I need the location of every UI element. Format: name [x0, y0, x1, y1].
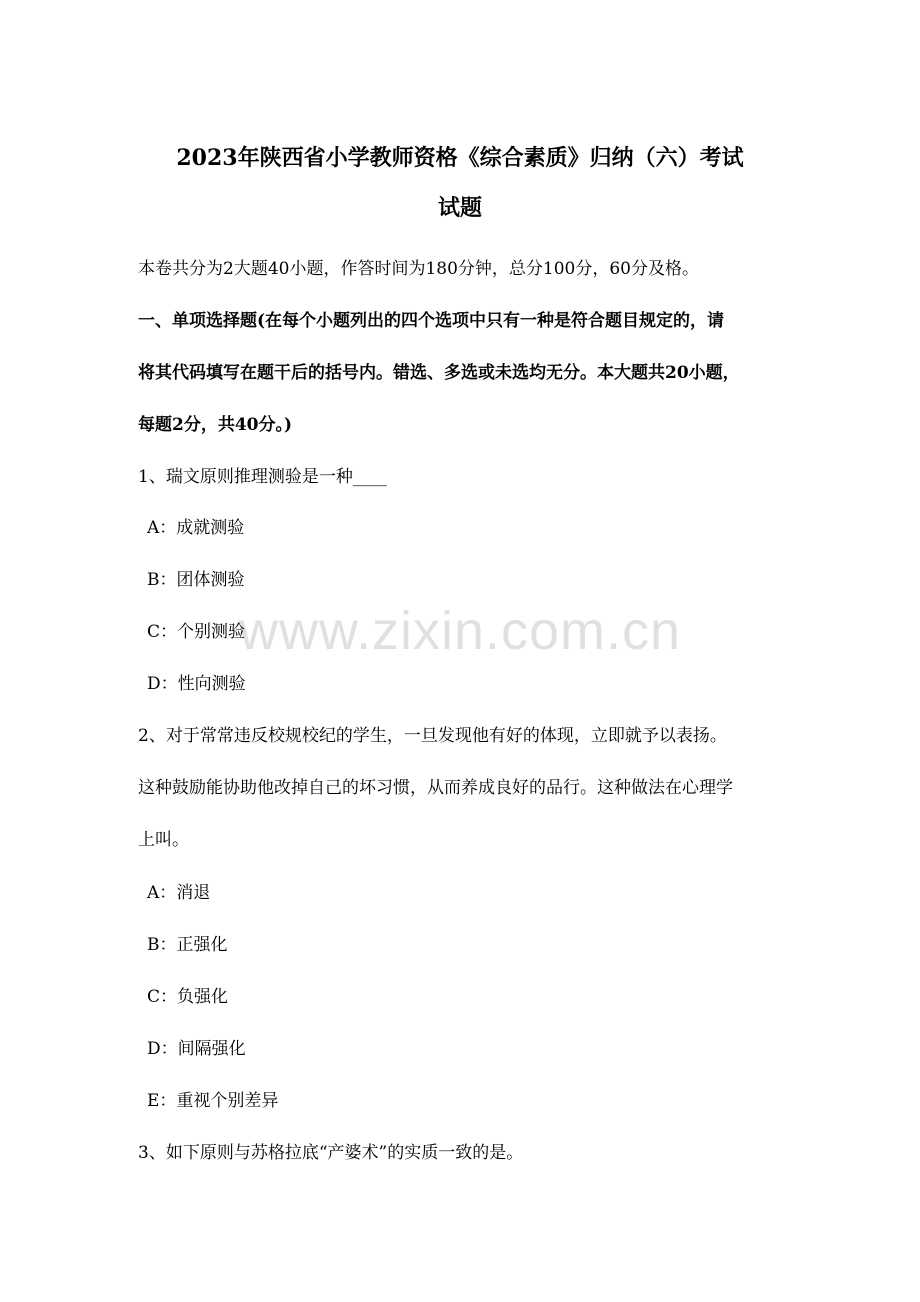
- question-2-stem-line-1: 2、对于常常违反校规校纪的学生，一旦发现他有好的体现，立即就予以表扬。: [138, 726, 727, 746]
- question-2-stem-line-3: 上叫。: [138, 830, 189, 850]
- question-2-option-e: E：重视个别差异: [147, 1091, 279, 1111]
- exam-intro: 本卷共分为2大题40小题，作答时间为180分钟，总分100分，60分及格。: [138, 259, 699, 279]
- document-title-line-2: 试题: [437, 195, 482, 221]
- question-2-option-a: A：消退: [147, 883, 211, 903]
- question-3-stem: 3、如下原则与苏格拉底“产婆术”的实质一致的是。: [138, 1143, 524, 1163]
- question-2-option-b: B：正强化: [147, 935, 228, 955]
- question-1-stem: 1、瑞文原则推理测验是一种____: [138, 467, 387, 487]
- section-heading-line-3: 每题2分，共40分。): [138, 415, 293, 435]
- watermark: www.zixin.com.cn: [238, 601, 682, 661]
- question-2-option-c: C：负强化: [147, 987, 229, 1007]
- section-heading-line-1: 一、单项选择题(在每个小题列出的四个选项中只有一种是符合题目规定的，请: [138, 311, 725, 331]
- question-2-option-d: D：间隔强化: [147, 1039, 246, 1059]
- question-2-stem-line-2: 这种鼓励能协助他改掉自己的坏习惯，从而养成良好的品行。这种做法在心理学: [138, 778, 733, 798]
- document-title-line-1: 2023年陕西省小学教师资格《综合素质》归纳（六）考试: [176, 145, 744, 171]
- question-1-option-a: A：成就测验: [147, 518, 245, 538]
- question-1-option-c: C：个别测验: [147, 622, 246, 642]
- question-1-option-d: D：性向测验: [147, 674, 246, 694]
- question-1-option-b: B：团体测验: [147, 570, 245, 590]
- section-heading-line-2: 将其代码填写在题干后的括号内。错选、多选或未选均无分。本大题共20小题，: [138, 363, 740, 383]
